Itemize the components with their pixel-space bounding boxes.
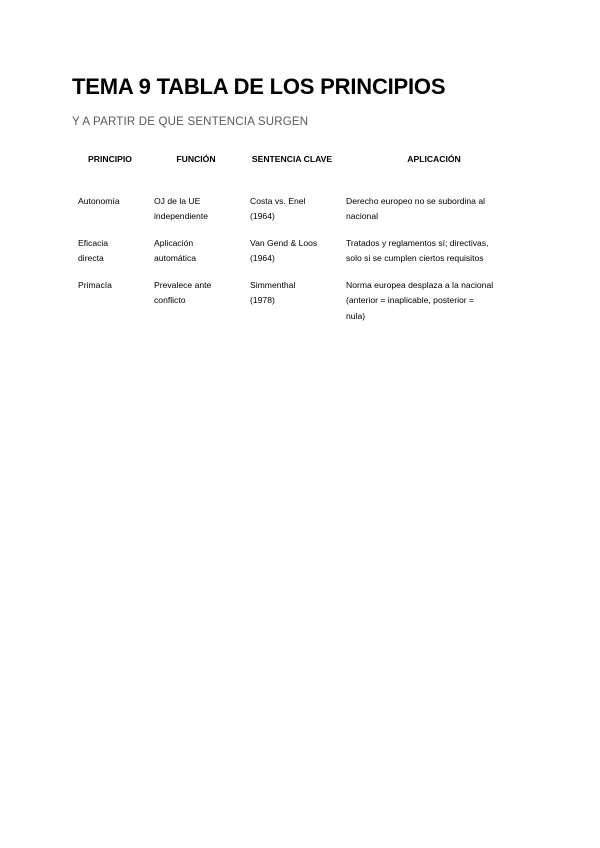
cell-principio: [72, 194, 148, 236]
cell-aplicacion: [340, 194, 528, 236]
cell-principio: [72, 236, 148, 278]
cell-funcion: [148, 194, 244, 236]
cell-sentencia: [244, 278, 340, 336]
cell-line: (anterior = inaplicable, posterior =: [346, 295, 475, 305]
cell-line: Simmenthal: [250, 279, 296, 290]
header-principio: PRINCIPIO: [88, 154, 132, 164]
cell-line: Derecho europeo no se subordina al: [346, 195, 486, 206]
document-subtitle: Y A PARTIR DE QUE SENTENCIA SURGEN: [72, 116, 309, 128]
cell-line: (1978): [250, 295, 275, 305]
cell-line: Norma europea desplaza a la nacional: [346, 279, 494, 290]
cell-funcion: [148, 236, 244, 278]
cell-line: conflicto: [154, 295, 186, 305]
cell-line: Aplicación: [154, 237, 194, 248]
cell-sentencia: [244, 236, 340, 278]
cell-line: Van Gend & Loos: [250, 237, 318, 248]
table-row: [72, 236, 528, 278]
cell-funcion: [148, 278, 244, 336]
header-sentencia-clave: SENTENCIA CLAVE: [251, 154, 333, 164]
cell-line: nula): [346, 310, 366, 321]
cell-sentencia: [244, 194, 340, 236]
cell-line: Eficacia: [78, 237, 109, 248]
table-row: [72, 278, 528, 336]
cell-principio: [72, 278, 148, 336]
cell-line: solo si se cumplen ciertos requisitos: [346, 253, 484, 263]
cell-line: Tratados y reglamentos sí; directivas,: [346, 237, 489, 248]
cell-aplicacion: [340, 278, 528, 336]
cell-line: OJ de la UE: [154, 195, 201, 206]
table-row: [72, 194, 528, 236]
cell-line: Prevalece ante: [154, 279, 212, 290]
table-header-row: [72, 150, 528, 194]
cell-aplicacion: [340, 236, 528, 278]
cell-line: automática: [154, 253, 197, 263]
document-title: TEMA 9 TABLA DE LOS PRINCIPIOS: [72, 74, 446, 99]
principles-table: [72, 150, 528, 335]
cell-line: (1964): [250, 211, 275, 221]
cell-line: Autonomía: [78, 195, 120, 206]
cell-line: Primacía: [78, 279, 112, 290]
cell-line: Costa vs. Enel: [250, 195, 306, 206]
cell-line: (1964): [250, 253, 275, 263]
header-funcion: FUNCIÓN: [176, 154, 216, 164]
cell-line: independiente: [154, 211, 209, 221]
cell-line: nacional: [346, 211, 379, 221]
header-aplicacion: APLICACIÓN: [407, 154, 461, 164]
cell-line: directa: [78, 253, 104, 263]
